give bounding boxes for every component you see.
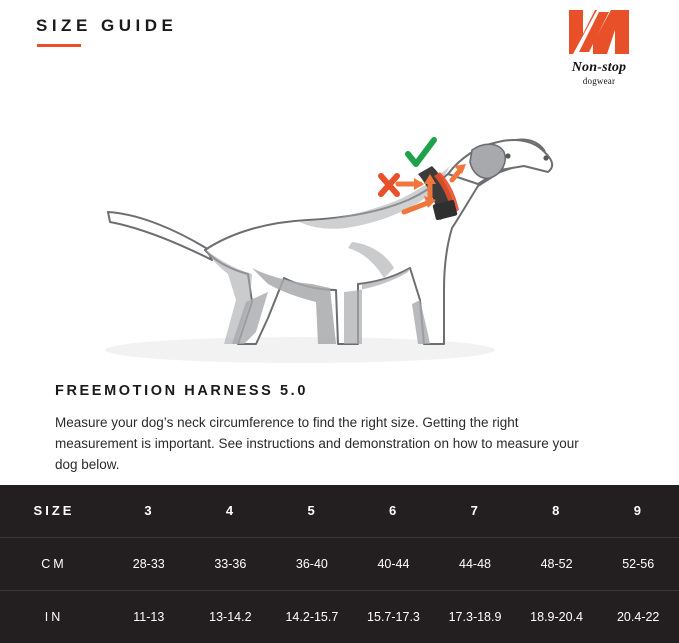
size-column-4: 4 — [225, 503, 235, 519]
size-column-9: 9 — [633, 503, 643, 519]
cm-value-4: 33-36 — [190, 537, 272, 590]
non-stop-logo-icon — [567, 8, 631, 56]
dog-illustration — [0, 62, 679, 372]
table-header-row — [0, 485, 679, 537]
size-column-8: 8 — [552, 503, 562, 519]
size-column-6: 6 — [389, 503, 398, 519]
table-row — [0, 537, 679, 590]
size-column-5: 5 — [307, 503, 317, 519]
row-label-in: IN — [0, 590, 108, 643]
size-table-head — [0, 485, 679, 537]
table-row — [0, 590, 679, 643]
product-info — [55, 383, 615, 476]
page-title: SIZE GUIDE — [36, 16, 178, 35]
in-value-4: 13-14.2 — [190, 590, 272, 643]
cm-value-7: 44-48 — [434, 537, 516, 590]
cm-value-8: 48-52 — [516, 537, 598, 590]
in-value-8: 18.9-20.4 — [516, 590, 598, 643]
cm-value-5: 36-40 — [271, 537, 353, 590]
product-description: Measure your dog’s neck circumference to find the right size. Getting the right measurement is important. See instructions and demonstration on how to measure your dog below. — [55, 415, 579, 472]
in-value-6: 15.7-17.3 — [353, 590, 435, 643]
logo-name: Non-stop — [571, 60, 627, 75]
size-table-section — [0, 485, 679, 643]
product-name: FREEMOTION HARNESS 5.0 — [55, 383, 308, 399]
dog-figure-icon — [0, 62, 679, 372]
row-label-cm: CM — [0, 537, 108, 590]
in-value-7: 17.3-18.9 — [434, 590, 516, 643]
size-table — [0, 485, 679, 643]
check-mark-icon — [408, 140, 434, 164]
size-table-body — [0, 537, 679, 643]
in-value-5: 14.2-15.7 — [271, 590, 353, 643]
in-value-9: 20.4-22 — [597, 590, 679, 643]
title-underline — [37, 44, 81, 47]
size-column-3: 3 — [144, 503, 154, 519]
cm-value-3: 28-33 — [108, 537, 190, 590]
size-header-label: SIZE — [33, 503, 75, 519]
cm-value-6: 40-44 — [353, 537, 435, 590]
header — [0, 0, 679, 86]
cm-value-9: 52-56 — [597, 537, 679, 590]
cross-mark-icon — [381, 176, 397, 194]
logo-subtitle: dogwear — [582, 75, 616, 86]
in-value-3: 11-13 — [108, 590, 190, 643]
size-column-7: 7 — [470, 503, 480, 519]
